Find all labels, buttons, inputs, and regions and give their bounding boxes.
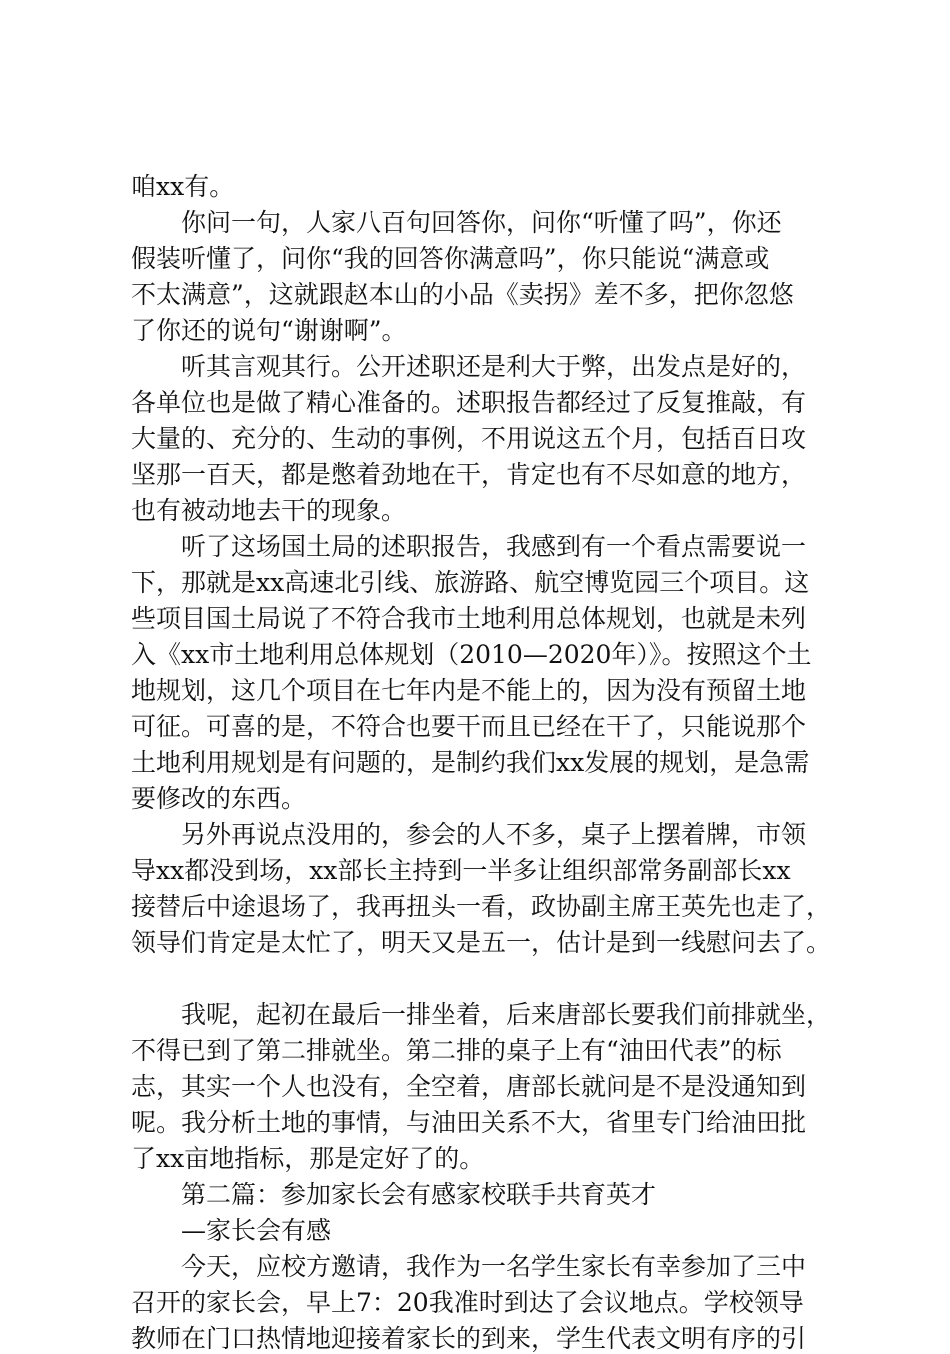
text-line: 呢。我分析土地的事情，与油田关系不大，省里专门给油田批: [131, 1108, 807, 1137]
text-line: 咱xx有。: [131, 172, 235, 201]
section-subheading: —家长会有感: [131, 1216, 332, 1245]
text-line: 了你还的说句“谢谢啊”。: [131, 316, 407, 345]
text-line: 些项目国土局说了不符合我市土地利用总体规划，也就是未列: [131, 604, 807, 633]
text-line: 另外再说点没用的，参会的人不多，桌子上摆着牌，市领: [131, 820, 807, 849]
text-line: 不太满意”，这就跟赵本山的小品《卖拐》差不多，把你忽悠: [131, 280, 794, 309]
text-line: 下，那就是xx高速北引线、旅游路、航空博览园三个项目。这: [131, 568, 810, 597]
text-line: 我呢，起初在最后一排坐着，后来唐部长要我们前排就坐，: [131, 1000, 832, 1029]
text-line: 土地利用规划是有问题的，是制约我们xx发展的规划，是急需: [131, 748, 810, 777]
text-line: 召开的家长会，早上7：20我准时到达了会议地点。学校领导: [131, 1288, 804, 1317]
text-line: 志，其实一个人也没有，全空着，唐部长就问是不是没通知到: [131, 1072, 807, 1101]
text-line: 教师在门口热情地迎接着家长的到来，学生代表文明有序的引: [131, 1324, 807, 1353]
text-line: 也有被动地去干的现象。: [131, 496, 407, 525]
text-line: 导xx都没到场，xx部长主持到一半多让组织部常务副部长xx: [131, 856, 791, 885]
text-line: 各单位也是做了精心准备的。述职报告都经过了反复推敲，有: [131, 388, 807, 417]
text-line: 你问一句，人家八百句回答你，问你“听懂了吗”，你还: [131, 208, 782, 237]
section-heading: 第二篇：参加家长会有感家校联手共育英才: [131, 1180, 657, 1209]
text-line: 不得已到了第二排就坐。第二排的桌子上有“油田代表”的标: [131, 1036, 782, 1065]
text-line: 听其言观其行。公开述职还是利大于弊，出发点是好的，: [131, 352, 807, 381]
text-line: 大量的、充分的、生动的事例，不用说这五个月，包括百日攻: [131, 424, 807, 453]
text-line: 入《xx市土地利用总体规划（2010—2020年）》。按照这个土: [131, 640, 812, 669]
text-line: 了xx亩地指标，那是定好了的。: [131, 1144, 485, 1173]
text-line: 地规划，这几个项目在七年内是不能上的，因为没有预留土地: [131, 676, 807, 705]
text-line: 今天，应校方邀请，我作为一名学生家长有幸参加了三中: [131, 1252, 807, 1281]
text-line: 要修改的东西。: [131, 784, 307, 813]
text-line: 可征。可喜的是，不符合也要干而且已经在干了，只能说那个: [131, 712, 807, 741]
text-line: 听了这场国土局的述职报告，我感到有一个看点需要说一: [131, 532, 807, 561]
text-line: 领导们肯定是太忙了，明天又是五一，估计是到一线慰问去了。: [131, 928, 832, 957]
text-line: 坚那一百天，都是憋着劲地在干，肯定也有不尽如意的地方，: [131, 460, 807, 489]
text-line: 假装听懂了，问你“我的回答你满意吗”，你只能说“满意或: [131, 244, 770, 273]
text-line: 接替后中途退场了，我再扭头一看，政协副主席王英先也走了，: [131, 892, 832, 921]
